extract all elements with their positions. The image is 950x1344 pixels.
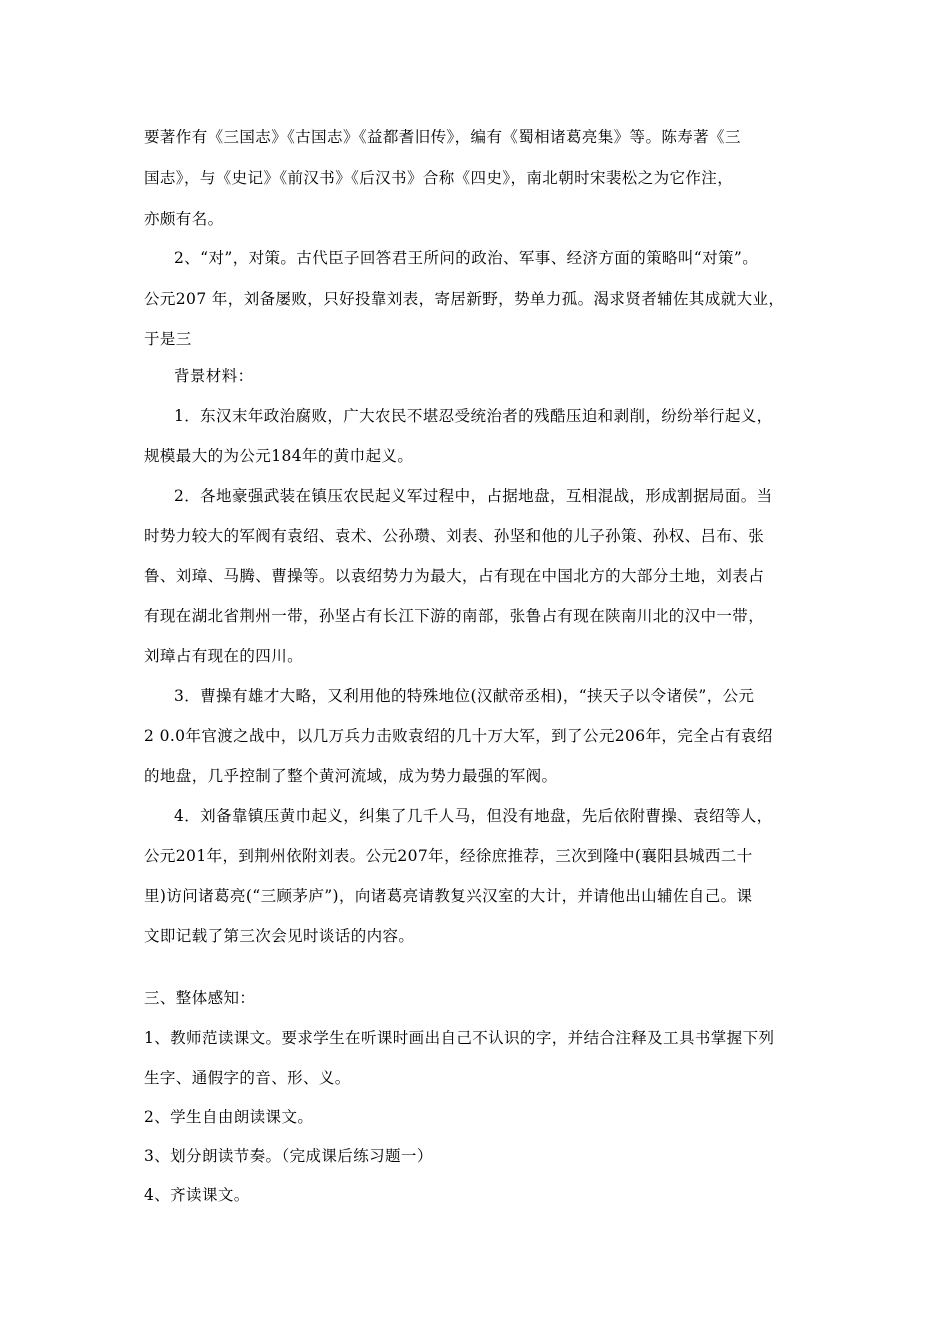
section-3-step-1: 1、教师范读课文。要求学生在听课时画出自己不认识的字，并结合注释及工具书掌握下列: [144, 1029, 775, 1047]
intro-line: 要著作有《三国志》《古国志》《益都耆旧传》，编有《蜀相诸葛亮集》等。陈寿著《三: [144, 128, 741, 146]
background-item-2: 有现在湖北省荆州一带，孙坚占有长江下游的南部，张鲁占有现在陕南川北的汉中一带，: [144, 607, 765, 625]
background-item-3: 3．曹操有雄才大略，又利用他的特殊地位(汉献帝丞相)，“挟天子以令诸侯”，公元: [174, 687, 755, 705]
background-item-3: 的地盘，几乎控制了整个黄河流域，成为势力最强的军阀。: [144, 767, 558, 785]
background-item-3: 2 0.0年官渡之战中，以几万兵力击败袁绍的几十万大军，到了公元206年，完全占有袁绍: [144, 727, 773, 745]
background-item-4: 里)访问诸葛亮(“三顾茅庐”)，向诸葛亮请教复兴汉室的大计，并请他出山辅佐自己。课: [144, 887, 753, 905]
section-3-step-1: 生字、通假字的音、形、义。: [144, 1069, 351, 1087]
intro-line: 亦颇有名。: [144, 210, 224, 228]
section-3-step-4: 4、齐读课文。: [144, 1186, 250, 1204]
background-item-4: 文即记载了第三次会见时谈话的内容。: [144, 927, 415, 945]
note-2-line: 2、“对”，对策。古代臣子回答君王所问的政治、军事、经济方面的策略叫“对策”。: [174, 249, 759, 267]
section-3-heading: 三、整体感知：: [144, 989, 256, 1007]
background-item-4: 4．刘备靠镇压黄巾起义，纠集了几千人马，但没有地盘，先后依附曹操、袁绍等人，: [174, 807, 773, 825]
background-item-4: 公元201年，到荆州依附刘表。公元207年，经徐庶推荐，三次到隆中(襄阳县城西二十: [144, 847, 753, 865]
background-item-2: 刘璋占有现在的四川。: [144, 647, 304, 665]
section-3-step-3: 3、划分朗读节奏。（完成课后练习题一）: [144, 1147, 433, 1165]
background-item-2: 鲁、刘璋、马腾、曹操等。以袁绍势力为最大，占有现在中国北方的大部分土地，刘表占: [144, 567, 765, 585]
background-item-1: 规模最大的为公元184年的黄巾起义。: [144, 447, 414, 465]
intro-line: 国志》，与《史记》《前汉书》《后汉书》合称《四史》，南北朝时宋裴松之为它作注，: [144, 169, 734, 187]
background-heading: 背景材料：: [174, 367, 254, 385]
background-item-2: 2．各地豪强武装在镇压农民起义军过程中，占据地盘，互相混战，形成割据局面。当: [174, 487, 773, 505]
note-2-line: 公元207 年，刘备屡败，只好投靠刘表，寄居新野，势单力孤。渴求贤者辅佐其成就大业，: [144, 290, 785, 308]
background-item-1: 1．东汉末年政治腐败，广大农民不堪忍受统治者的残酷压迫和剥削，纷纷举行起义，: [174, 407, 773, 425]
background-item-2: 时势力较大的军阀有袁绍、袁术、公孙瓒、刘表、孙坚和他的儿子孙策、孙权、吕布、张: [144, 527, 765, 545]
note-2-line: 于是三: [144, 330, 192, 348]
section-3-step-2: 2、学生自由朗读课文。: [144, 1108, 314, 1126]
